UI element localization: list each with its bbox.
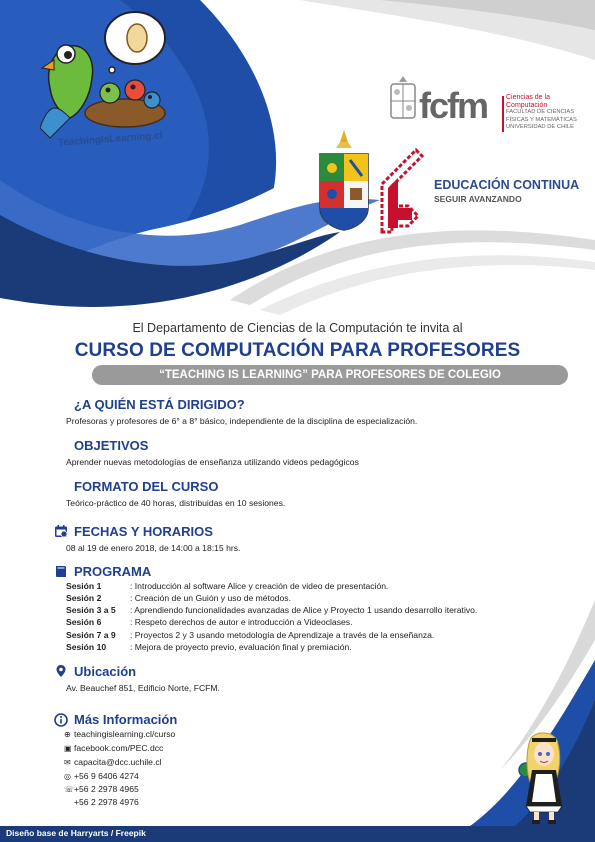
- program-session: Sesión 10: [66, 642, 107, 652]
- educacion-title: EDUCACIÓN CONTINUA: [434, 178, 580, 192]
- course-title: CURSO DE COMPUTACIÓN PARA PROFESORES: [74, 340, 521, 361]
- globe-icon: ⊕: [64, 730, 71, 739]
- fcfm-caption: [506, 94, 577, 132]
- location-text: Av. Beauchef 851, Edificio Norte, FCFM.: [66, 683, 220, 693]
- info-icon: [54, 713, 68, 727]
- fcfm-line-4: FÍSICAS Y MATEMÁTICAS: [506, 116, 577, 123]
- format-text: Teórico-práctico de 40 horas, distribuidas en 10 sesiones.: [66, 498, 286, 508]
- footer-credit: Diseño base de Harryarts / Freepik: [6, 828, 146, 838]
- facebook-icon: ▣: [64, 744, 72, 753]
- contact-phone-2-text: +56 2 2978 4976: [74, 797, 139, 807]
- university-seal-icon: [385, 74, 421, 138]
- course-subtitle-pill: “TEACHING IS LEARNING” PARA PROFESORES DE COLEGIO: [92, 365, 568, 385]
- contact-email-text: capacita@dcc.uchile.cl: [74, 757, 162, 767]
- program-row: [66, 605, 477, 615]
- fcfm-divider: [502, 96, 504, 132]
- invitation-intro: El Departamento de Ciencias de la Computación te invita al: [132, 321, 463, 335]
- parrot-mascot-icon: [40, 8, 180, 158]
- contact-phone-2[interactable]: [64, 797, 139, 807]
- contact-phone-1-text: +56 2 2978 4965: [74, 784, 139, 794]
- calendar-icon: [54, 524, 68, 538]
- objectives-text: Aprender nuevas metodologías de enseñanza utilizando videos pedagógicos: [66, 457, 359, 467]
- fcfm-line-3: FACULTAD DE CIENCIAS: [506, 109, 575, 115]
- program-desc: : Creación de un Guión y uso de métodos.: [130, 593, 291, 603]
- program-row: [66, 642, 352, 652]
- contact-email[interactable]: [64, 757, 162, 767]
- contact-facebook-text: facebook.com/PEC.dcc: [74, 743, 164, 753]
- contact-facebook[interactable]: [64, 743, 163, 753]
- contact-whatsapp[interactable]: [64, 771, 139, 781]
- educacion-subtitle: SEGUIR AVANZANDO: [434, 194, 522, 204]
- program-session: Sesión 6: [66, 617, 102, 627]
- program-session: Sesión 1: [66, 581, 102, 591]
- format-heading: FORMATO DEL CURSO: [74, 479, 219, 494]
- fcfm-line-1: Ciencias de la: [506, 94, 550, 101]
- dates-heading: FECHAS Y HORARIOS: [74, 524, 213, 539]
- fcfm-text: fcfm: [419, 85, 488, 126]
- location-pin-icon: [54, 664, 68, 678]
- fcfm-logo: [385, 72, 585, 142]
- contact-web-text: teachingislearning.cl/curso: [74, 729, 176, 739]
- program-desc: : Mejora de proyecto previo, evaluación final y premiación.: [130, 642, 352, 652]
- objectives-heading: OBJETIVOS: [74, 438, 149, 453]
- fcfm-line-5: UNIVERSIDAD DE CHILE: [506, 124, 574, 130]
- audience-heading: ¿A QUIÉN ESTÁ DIRIGIDO?: [74, 397, 245, 412]
- mail-icon: ✉: [64, 758, 71, 767]
- program-desc: : Proyectos 2 y 3 usando metodología de Aprendizaje a través de la enseñanza.: [130, 630, 435, 640]
- pixel-cursor-icon: [378, 146, 430, 236]
- shield-icon: [314, 128, 374, 232]
- book-icon: [54, 564, 68, 578]
- logo-wordmark: TeachingIsLearning.cl: [57, 130, 163, 149]
- universidad-chile-shield: [314, 128, 374, 232]
- whatsapp-icon: ◎: [64, 772, 71, 781]
- program-desc: : Introducción al software Alice y creación de video de presentación.: [130, 581, 389, 591]
- program-session: Sesión 2: [66, 593, 102, 603]
- dates-text: 08 al 19 de enero 2018, de 14:00 a 18:15 hrs.: [66, 543, 241, 553]
- program-desc: : Aprendiendo funcionalidades avanzadas de Alice y Proyecto 1 usando desarrollo iterativo.: [130, 605, 478, 615]
- program-session: Sesión 3 a 5: [66, 605, 116, 615]
- program-row: [66, 630, 434, 640]
- program-row: [66, 581, 388, 591]
- phone-icon: ☏: [64, 785, 75, 794]
- program-desc: : Respeto derechos de autor e introducción a Videoclases.: [130, 617, 353, 627]
- contact-whatsapp-text: +56 9 6406 4274: [74, 771, 139, 781]
- program-row: [66, 593, 291, 603]
- teaching-is-learning-logo: [40, 8, 180, 158]
- educacion-continua-logo: [378, 146, 588, 236]
- audience-text: Profesoras y profesores de 6° a 8° básico, independiente de la disciplina de especialización.: [66, 416, 418, 426]
- alice-character-icon: [512, 730, 572, 826]
- contact-phone-1[interactable]: [64, 784, 139, 794]
- program-row: [66, 617, 352, 627]
- more-info-heading: Más Información: [74, 712, 178, 727]
- contact-web[interactable]: [64, 729, 175, 739]
- location-heading: Ubicación: [74, 664, 137, 679]
- program-session: Sesión 7 a 9: [66, 630, 116, 640]
- fcfm-line-2: Computación: [506, 101, 548, 109]
- fcfm-wordmark: [419, 85, 488, 126]
- program-heading: PROGRAMA: [74, 564, 152, 579]
